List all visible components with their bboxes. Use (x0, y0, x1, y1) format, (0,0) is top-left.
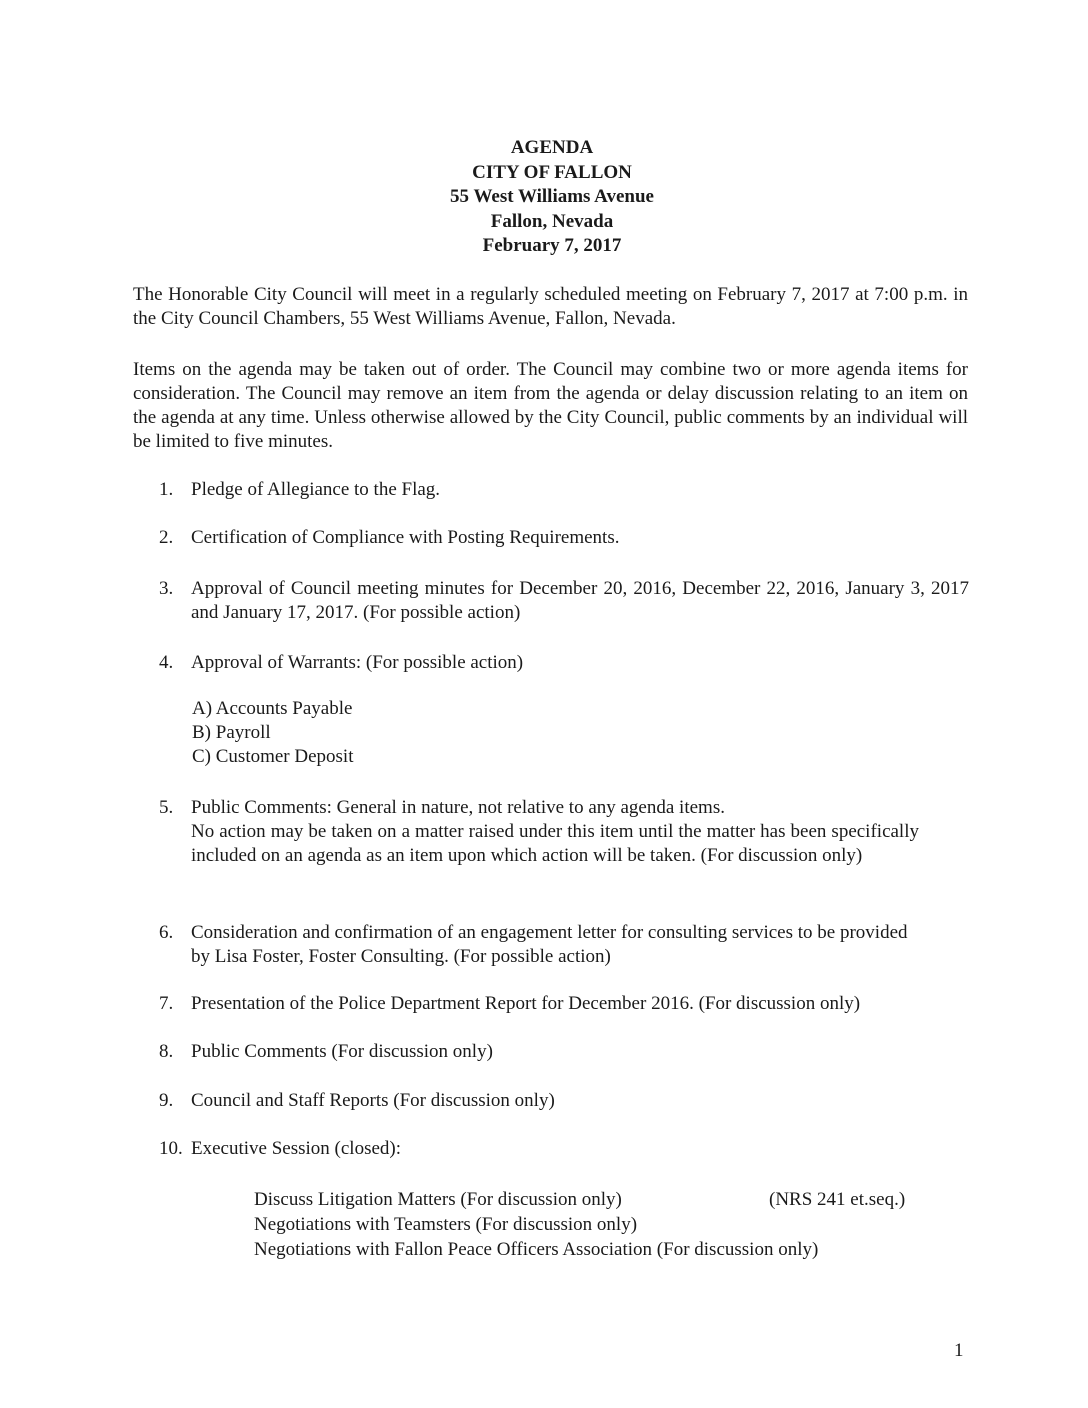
item-number: 5. (159, 797, 174, 818)
item-text: Executive Session (closed): (191, 1138, 402, 1159)
item-number: 3. (159, 578, 174, 599)
executive-item-teamsters (254, 1213, 924, 1238)
agenda-item-4 (159, 651, 969, 675)
item-number: 9. (159, 1090, 174, 1111)
item-text: Pledge of Allegiance to the Flag. (191, 479, 441, 500)
agenda-item-9 (159, 1089, 969, 1113)
executive-item-litigation (254, 1188, 924, 1213)
item-detail-text: No action may be taken on a matter raised under this item until the matter has been specifically included on an agenda as an item upon which action will be taken. (For discussion only) (191, 821, 919, 866)
agenda-item-8 (159, 1040, 969, 1064)
header-address: 55 West Williams Avenue (450, 186, 654, 207)
executive-item-peace-officers (254, 1238, 924, 1263)
page-number: 1 (954, 1340, 964, 1361)
header-city: CITY OF FALLON (472, 161, 632, 183)
item-number: 8. (159, 1041, 174, 1062)
item-number: 2. (159, 527, 174, 548)
item-number: 1. (159, 479, 174, 500)
agenda-item-5 (159, 796, 919, 868)
agenda-item-6 (159, 921, 919, 969)
item-text: Consideration and confirmation of an engagement letter for consulting services to be provided by Lisa Foster, Foster Consulting. (For possible action) (191, 922, 908, 967)
header-title: AGENDA (510, 137, 594, 158)
intro-paragraph: The Honorable City Council will meet in a regularly scheduled meeting on February 7, 2017 at 7:00 p.m. in the City Council Chambers, 55 West Williams Avenue, Fallon, Nevada. (133, 284, 968, 329)
agenda-item-1 (159, 478, 969, 502)
item-number: 10. (159, 1138, 183, 1159)
item-text: Approval of Warrants: (For possible action) (191, 652, 524, 673)
header-date: February 7, 2017 (482, 235, 622, 256)
agenda-header (0, 136, 1088, 259)
item-text: Public Comments (For discussion only) (191, 1041, 493, 1062)
item-text: Approval of Council meeting minutes for December 20, 2016, December 22, 2016, January 3, 2017 and January 17, 2017. (For possible action) (191, 578, 969, 623)
item-number: 4. (159, 652, 174, 673)
item-text: Presentation of the Police Department Report for December 2016. (For discussion only) (191, 993, 861, 1014)
item-number: 6. (159, 922, 174, 943)
executive-item-text: Negotiations with Teamsters (For discussion only) (254, 1214, 638, 1235)
item-text: Council and Staff Reports (For discussion only) (191, 1090, 555, 1111)
nrs-reference: (NRS 241 et.seq.) (769, 1189, 906, 1210)
header-location: Fallon, Nevada (490, 210, 614, 232)
executive-session-list (254, 1188, 924, 1263)
item-text: Public Comments: General in nature, not relative to any agenda items. (191, 797, 725, 818)
warrant-customer-deposit: C) Customer Deposit (192, 746, 354, 767)
agenda-item-7 (159, 992, 979, 1016)
executive-item-text: Discuss Litigation Matters (For discussion only) (254, 1189, 622, 1210)
warrant-accounts-payable: A) Accounts Payable (192, 698, 353, 719)
warrant-payroll: B) Payroll (192, 722, 271, 743)
agenda-item-3 (159, 577, 969, 625)
agenda-item-2 (159, 526, 969, 550)
item-number: 7. (159, 993, 174, 1014)
warrants-list (192, 697, 354, 769)
rules-paragraph: Items on the agenda may be taken out of order. The Council may combine two or more agenda items for consideration. The Council may remove an item from the agenda or delay discussion relating to an item on the agenda at any time. Unless otherwise allowed by the City Council, public comments by an individual will be limited to five minutes. (133, 359, 968, 452)
agenda-item-10 (159, 1137, 969, 1161)
item-text: Certification of Compliance with Posting Requirements. (191, 527, 620, 548)
executive-item-text: Negotiations with Fallon Peace Officers Association (For discussion only) (254, 1239, 819, 1260)
